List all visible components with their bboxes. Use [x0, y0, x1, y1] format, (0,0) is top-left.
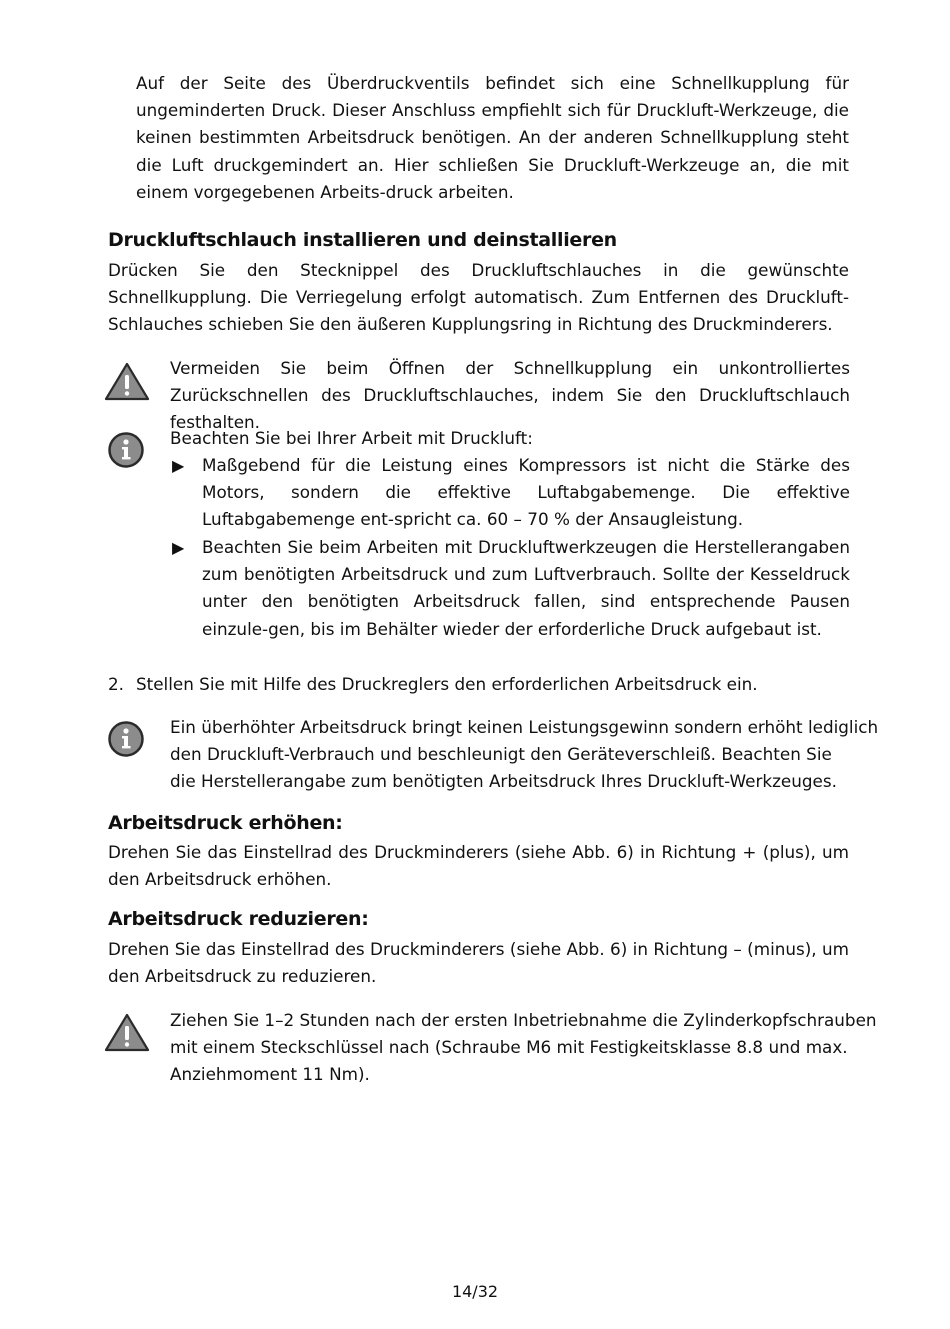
page-number: 14/32 [451, 1282, 499, 1301]
info-title-1: Beachten Sie bei Ihrer Arbeit mit Druckluft: [170, 428, 533, 448]
hose-paragraph: Drücken Sie den Stecknippel des Druckluftschlauches in die gewünschte Schnellkupplung. Die Verriegelung erfolgt automatisch. Zum Entfernen des Druckluft-Schlauches schieben Sie den äußeren Kupplungsring in Richtung des Druckminderers. [108, 260, 849, 335]
info-circle-icon [107, 431, 145, 469]
reduce-paragraph: Drehen Sie das Einstellrad des Druckminderers (siehe Abb. 6) in Richtung – (minus), um den Arbeitsdruck zu reduzieren. [108, 939, 849, 987]
info-circle-icon [107, 720, 145, 758]
triangle-right-bullet: ▶ [172, 538, 185, 557]
warning-triangle-icon [104, 1012, 150, 1052]
heading-reduce: Arbeitsdruck reduzieren: [108, 908, 369, 930]
warning-text-2 [170, 1007, 877, 1089]
warning-2-line: mit einem Steckschlüssel nach (Schraube M6 mit Festigkeitsklasse 8.8 und max. [170, 1037, 848, 1058]
warning-2-line: Anziehmoment 11 Nm). [170, 1064, 370, 1085]
step-number: 2. [108, 674, 125, 694]
info-bullet-1: Maßgebend für die Leistung eines Kompressors ist nicht die Stärke des Motors, sondern die effektive Luftabgabemenge. Die effektive Luftabgabemenge ent-spricht ca. 60 – 70 % der Ansaugleistung. [202, 455, 850, 530]
warning-triangle-icon [104, 361, 150, 401]
warning-2-line: Ziehen Sie 1–2 Stunden nach der ersten Inbetriebnahme die Zylinderkopfschrauben [170, 1010, 877, 1030]
info-2-line: Ein überhöhter Arbeitsdruck bringt keinen Leistungsgewinn sondern erhöht lediglich [170, 717, 879, 737]
info-2-line: die Herstellerangabe zum benötigten Arbeitsdruck Ihres Druckluft-Werkzeuges. [170, 771, 837, 792]
info-bullet-2: Beachten Sie beim Arbeiten mit Druckluftwerkzeugen die Herstellerangaben zum benötigten Arbeitsdruck und zum Luftverbrauch. Sollte der Kesseldruck unter den benötigten Arbeitsdruck fallen, sind entsprechende Pausen einzule-gen, bis im Behälter wieder der erforderliche Druck aufgebaut ist. [202, 537, 850, 639]
heading-hose: Druckluftschlauch installieren und deinstallieren [108, 229, 617, 251]
heading-increase: Arbeitsdruck erhöhen: [108, 812, 343, 834]
info-text-2 [170, 714, 879, 796]
triangle-right-bullet: ▶ [172, 456, 185, 475]
intro-paragraph: Auf der Seite des Überdruckventils befindet sich eine Schnellkupplung für ungeminderten Druck. Dieser Anschluss empfiehlt sich für Druckluft-Werkzeuge, die keinen bestimmten Arbeitsdruck benötigen. An der anderen Schnellkupplung steht die Luft druckgemindert an. Hier schließen Sie Druckluft-Werkzeuge an, die mit einem vorgegebenen Arbeits-druck arbeiten. [136, 73, 849, 202]
step-text: Stellen Sie mit Hilfe des Druckreglers den erforderlichen Arbeitsdruck ein. [136, 674, 758, 694]
info-2-line: den Druckluft-Verbrauch und beschleunigt den Geräteverschleiß. Beachten Sie [170, 744, 832, 765]
warning-text-1: Vermeiden Sie beim Öffnen der Schnellkupplung ein unkontrolliertes Zurückschnellen des Druckluftschlauches, indem Sie den Druckluftschlauch festhalten. [170, 358, 850, 433]
increase-paragraph: Drehen Sie das Einstellrad des Druckminderers (siehe Abb. 6) in Richtung + (plus), um den Arbeitsdruck erhöhen. [108, 842, 849, 890]
